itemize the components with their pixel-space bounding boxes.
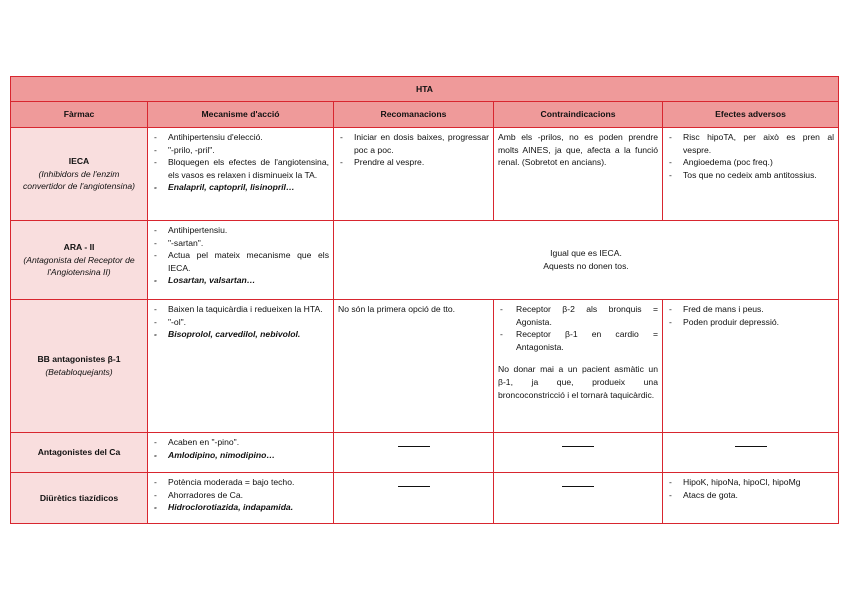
list-item: - Atacs de gota. bbox=[667, 489, 834, 502]
list-item: - Receptor β-1 en cardio = Antagonista. bbox=[498, 328, 658, 353]
list-item: - Potència moderada = bajo techo. bbox=[152, 476, 329, 489]
table-row bbox=[11, 473, 839, 524]
list-item: - Baixen la taquicàrdia i redueixen la HTA. bbox=[152, 303, 329, 316]
mechanism-cell bbox=[148, 300, 334, 433]
drug-name: ARA - II bbox=[63, 242, 95, 253]
empty-dash bbox=[562, 446, 594, 447]
drug-cell-bb bbox=[11, 300, 148, 433]
header-farmac: Fàrmac bbox=[11, 102, 148, 128]
list-item: - Amlodipino, nimodipino… bbox=[152, 449, 329, 462]
drug-subtitle: (Antagonista del Receptor de l'Angiotensina II) bbox=[23, 254, 135, 278]
note-line: Igual que es IECA. bbox=[550, 248, 622, 259]
list-item: - Acaben en "-pino". bbox=[152, 436, 329, 449]
drug-cell-ca bbox=[11, 433, 148, 473]
header-efectes: Efectes adversos bbox=[663, 102, 839, 128]
table-row bbox=[11, 128, 839, 221]
list-item: - Tos que no cedeix amb antitossius. bbox=[667, 169, 834, 182]
list-item: - Actua pel mateix mecanisme que els IECA. bbox=[152, 249, 329, 274]
list-item: - "-prilo, -pril". bbox=[152, 144, 329, 157]
drug-name: Diürètics tiazídicos bbox=[39, 492, 119, 503]
mechanism-cell bbox=[148, 433, 334, 473]
list-item: - Poden produir depressió. bbox=[667, 316, 834, 329]
recommendation-cell bbox=[334, 433, 494, 473]
drug-name: IECA bbox=[68, 156, 90, 167]
contraindication-cell bbox=[494, 433, 663, 473]
list-item: - Receptor β-2 als bronquis = Agonista. bbox=[498, 303, 658, 328]
drug-name: BB antagonistes β-1 bbox=[37, 354, 121, 365]
table-row bbox=[11, 433, 839, 473]
header-recomanacions: Recomanacions bbox=[334, 102, 494, 128]
table-row bbox=[11, 221, 839, 300]
mechanism-cell bbox=[148, 473, 334, 524]
list-item: - Bisoprolol, carvedilol, nebivolol. bbox=[152, 328, 329, 341]
drug-cell-diuretics bbox=[11, 473, 148, 524]
adverse-effects-cell bbox=[663, 300, 839, 433]
list-item: - Prendre al vespre. bbox=[338, 156, 489, 169]
recommendation-cell bbox=[334, 473, 494, 524]
adverse-effects-cell bbox=[663, 128, 839, 221]
list-item: - Antihipertensiu d'elecció. bbox=[152, 131, 329, 144]
header-mecanisme: Mecanisme d'acció bbox=[148, 102, 334, 128]
list-item: - Angioedema (poc freq.) bbox=[667, 156, 834, 169]
list-item: - Bloquegen els efectes de l'angiotensina, els vasos es relaxen i disminueix la TA. bbox=[152, 156, 329, 181]
list-item: - Fred de mans i peus. bbox=[667, 303, 834, 316]
contraindication-cell bbox=[494, 300, 663, 433]
list-item: - HipoK, hipoNa, hipoCl, hipoMg bbox=[667, 476, 834, 489]
recommendation-cell bbox=[334, 128, 494, 221]
list-item: - "-ol". bbox=[152, 316, 329, 329]
hta-table bbox=[10, 76, 839, 524]
adverse-effects-cell bbox=[663, 433, 839, 473]
merged-note-cell bbox=[334, 221, 839, 300]
list-item: - Ahorradores de Ca. bbox=[152, 489, 329, 502]
contraindication-cell bbox=[494, 473, 663, 524]
list-item: - Enalapril, captopril, lisinopril… bbox=[152, 181, 329, 194]
table-title: HTA bbox=[11, 77, 839, 102]
header-contraindicacions: Contraindicacions bbox=[494, 102, 663, 128]
list-item: - Risc hipoTA, per això es pren al vespre. bbox=[667, 131, 834, 156]
contraindication-cell: Amb els -prilos, no es poden prendre molts AINES, ja que, afecta a la funció renal. (Sobretot en ancians). bbox=[494, 128, 663, 221]
recommendation-cell: No són la primera opció de tto. bbox=[334, 300, 494, 433]
empty-dash bbox=[398, 486, 430, 487]
drug-name: Antagonistes del Ca bbox=[37, 447, 121, 458]
drug-subtitle: (Inhibidors de l'enzim convertidor de l'angiotensina) bbox=[23, 168, 135, 192]
adverse-effects-cell bbox=[663, 473, 839, 524]
mechanism-cell bbox=[148, 221, 334, 300]
empty-dash bbox=[735, 446, 767, 447]
list-item: - Losartan, valsartan… bbox=[152, 274, 329, 287]
note-line: Aquests no donen tos. bbox=[543, 261, 629, 271]
list-item: - Iniciar en dosis baixes, progressar poc a poc. bbox=[338, 131, 489, 156]
drug-cell-ara bbox=[11, 221, 148, 300]
drug-subtitle: (Betabloquejants) bbox=[45, 367, 113, 377]
empty-dash bbox=[562, 486, 594, 487]
list-item: - Hidroclorotiazida, indapamida. bbox=[152, 501, 329, 514]
contraindication-note: No donar mai a un pacient asmàtic un β-1, ja que, produeix una broncoconstricció i el tornarà taquicàrdic. bbox=[498, 364, 658, 400]
drug-cell-ieca bbox=[11, 128, 148, 221]
list-item: - "-sartan". bbox=[152, 237, 329, 250]
table-row bbox=[11, 300, 839, 433]
empty-dash bbox=[398, 446, 430, 447]
list-item: - Antihipertensiu. bbox=[152, 224, 329, 237]
mechanism-cell bbox=[148, 128, 334, 221]
